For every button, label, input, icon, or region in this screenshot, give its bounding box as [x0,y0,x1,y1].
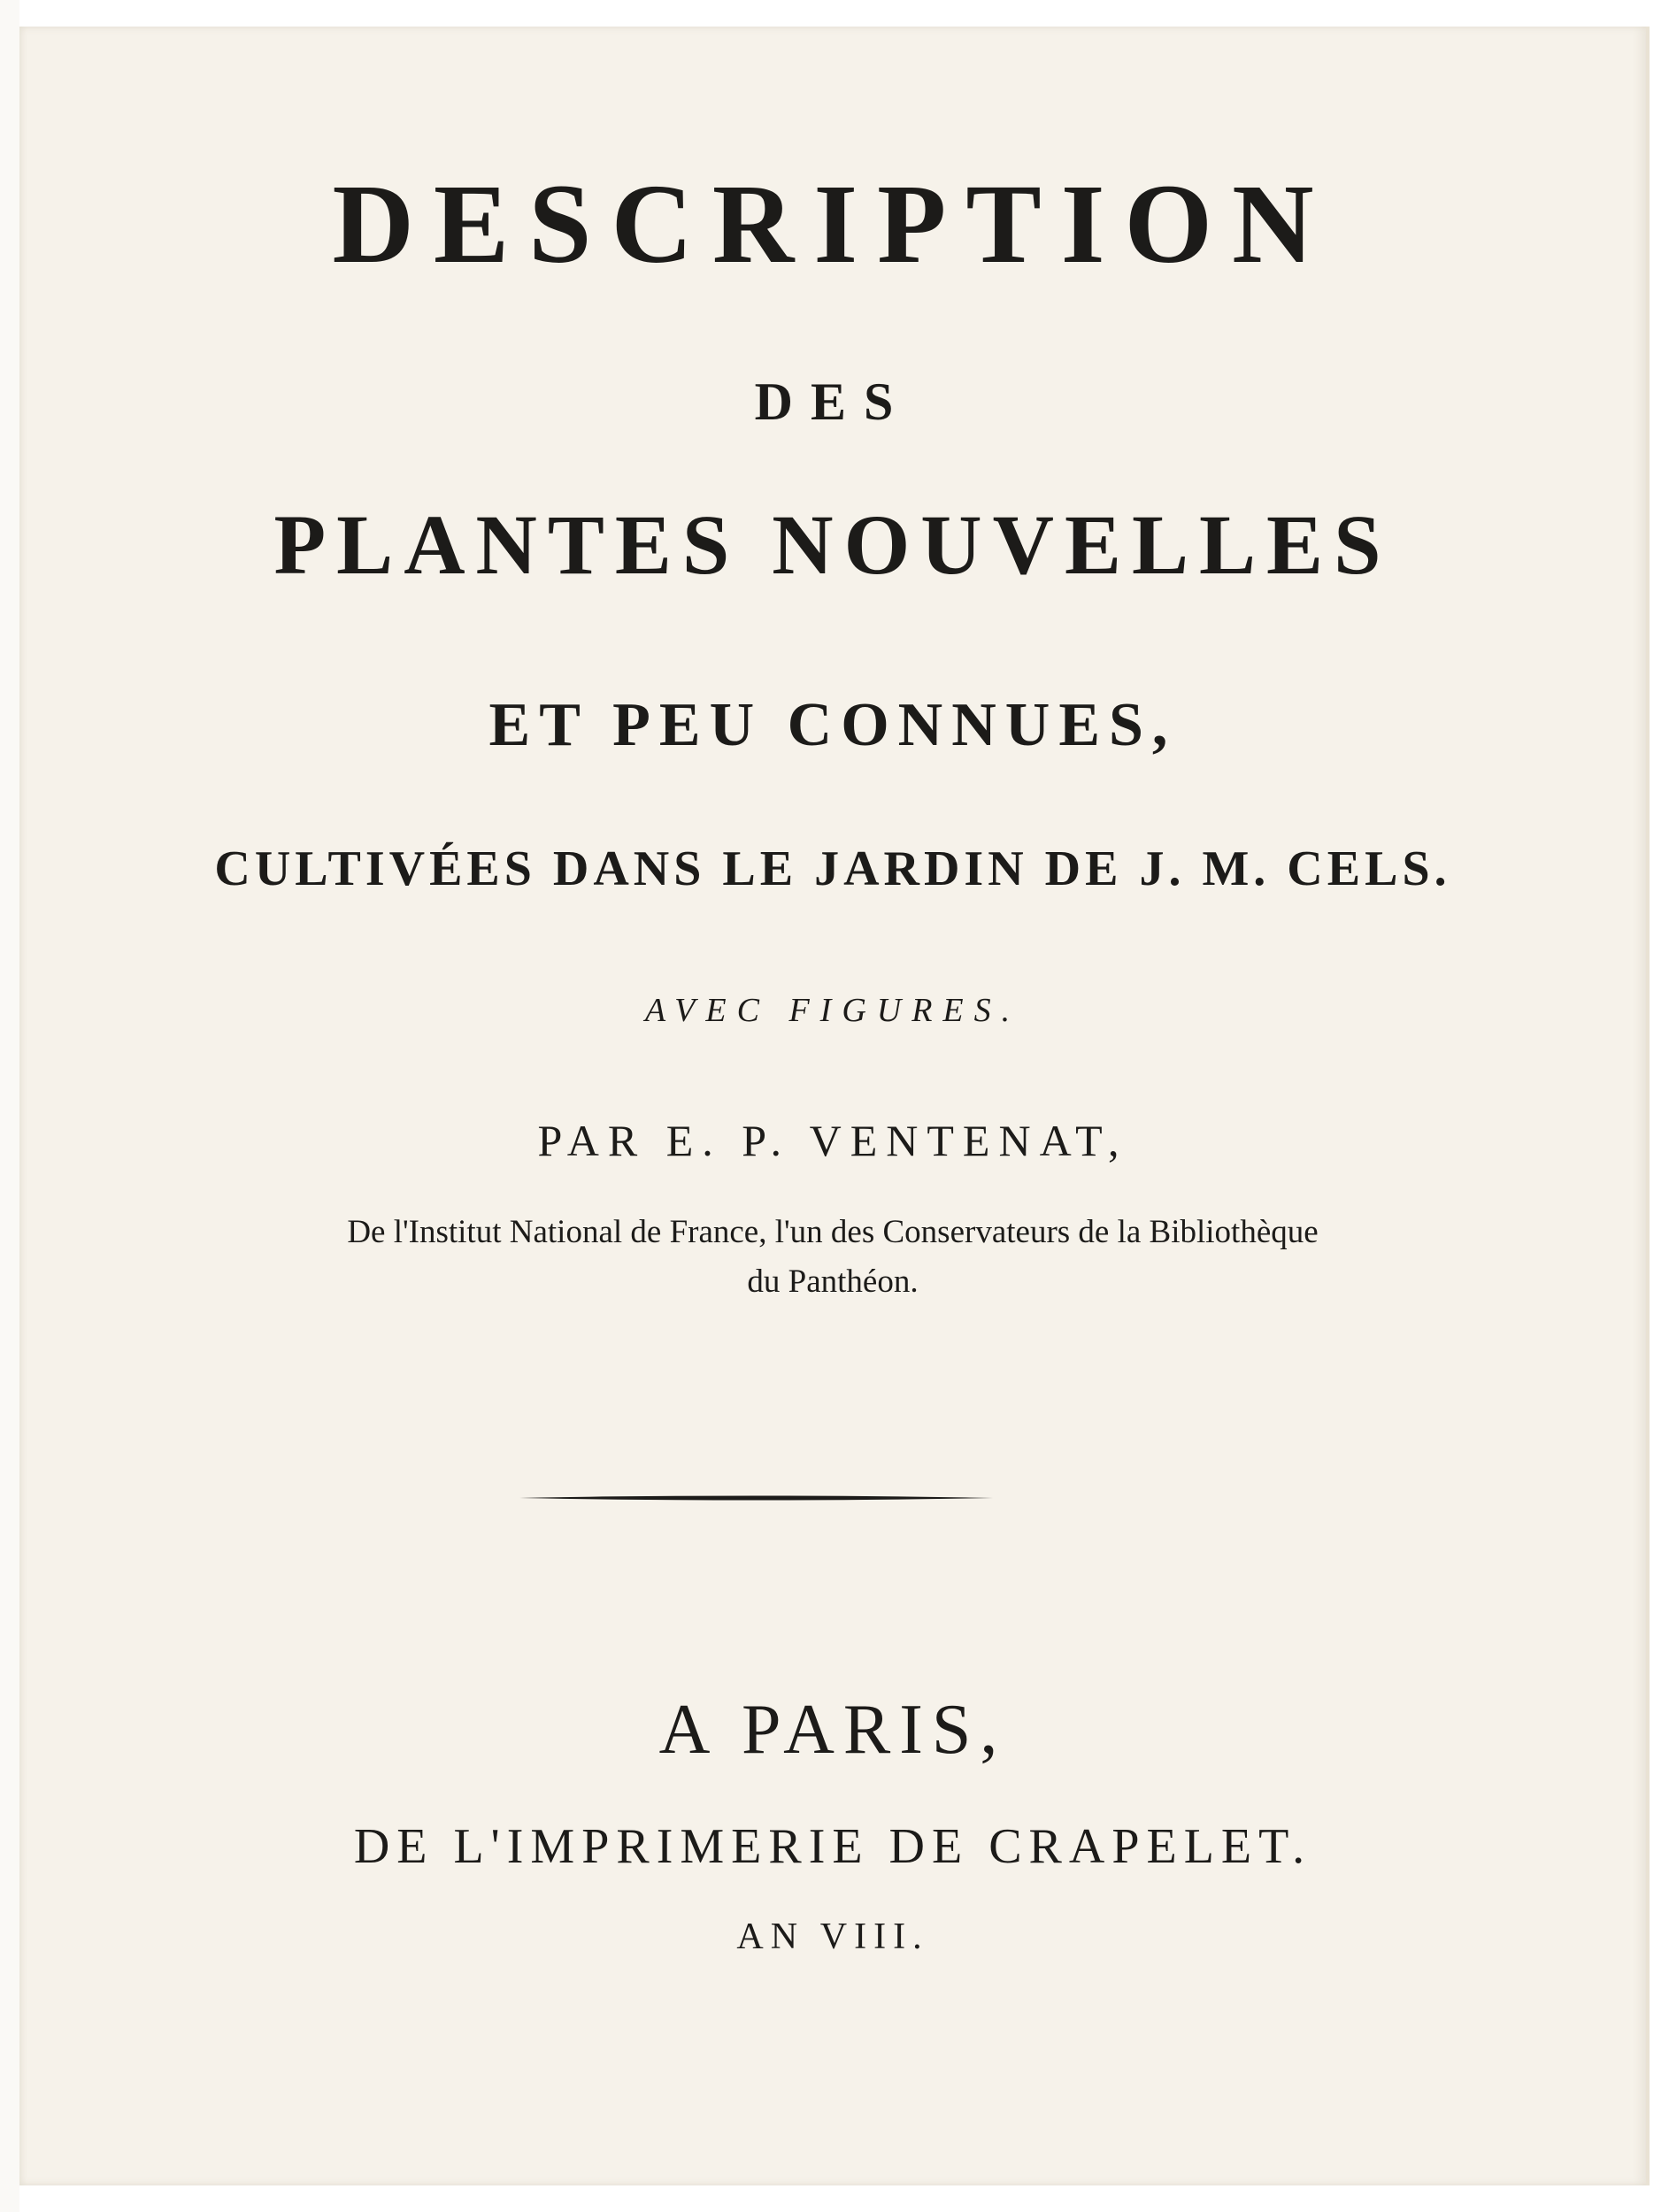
avec-figures: AVEC FIGURES. [644,992,1021,1029]
affiliation-line-2: du Panthéon. [747,1263,919,1300]
book-title: DESCRIPTION [332,161,1334,287]
imprint-place: A PARIS, [658,1691,1007,1769]
decorative-rule [519,1494,993,1502]
author-line: PAR E. P. VENTENAT, [537,1116,1128,1165]
imprint-printer: DE L'IMPRIMERIE DE CRAPELET. [353,1819,1312,1874]
imprint-year: AN VIII. [736,1916,929,1957]
author-affiliation [19,1208,1646,1307]
title-subtitle-2: ET PEU CONNUES, [488,691,1177,759]
title-page [19,27,1650,2185]
title-subtitle: PLANTES NOUVELLES [273,497,1392,592]
cultivation-line: CULTIVÉES DANS LE JARDIN DE J. M. CELS. [214,841,1451,896]
affiliation-line-1: De l'Institut National de France, l'un des Conservateurs de la Bibliothèque [347,1214,1319,1250]
title-des: DES [754,373,911,431]
page-left-edge [0,0,19,2212]
